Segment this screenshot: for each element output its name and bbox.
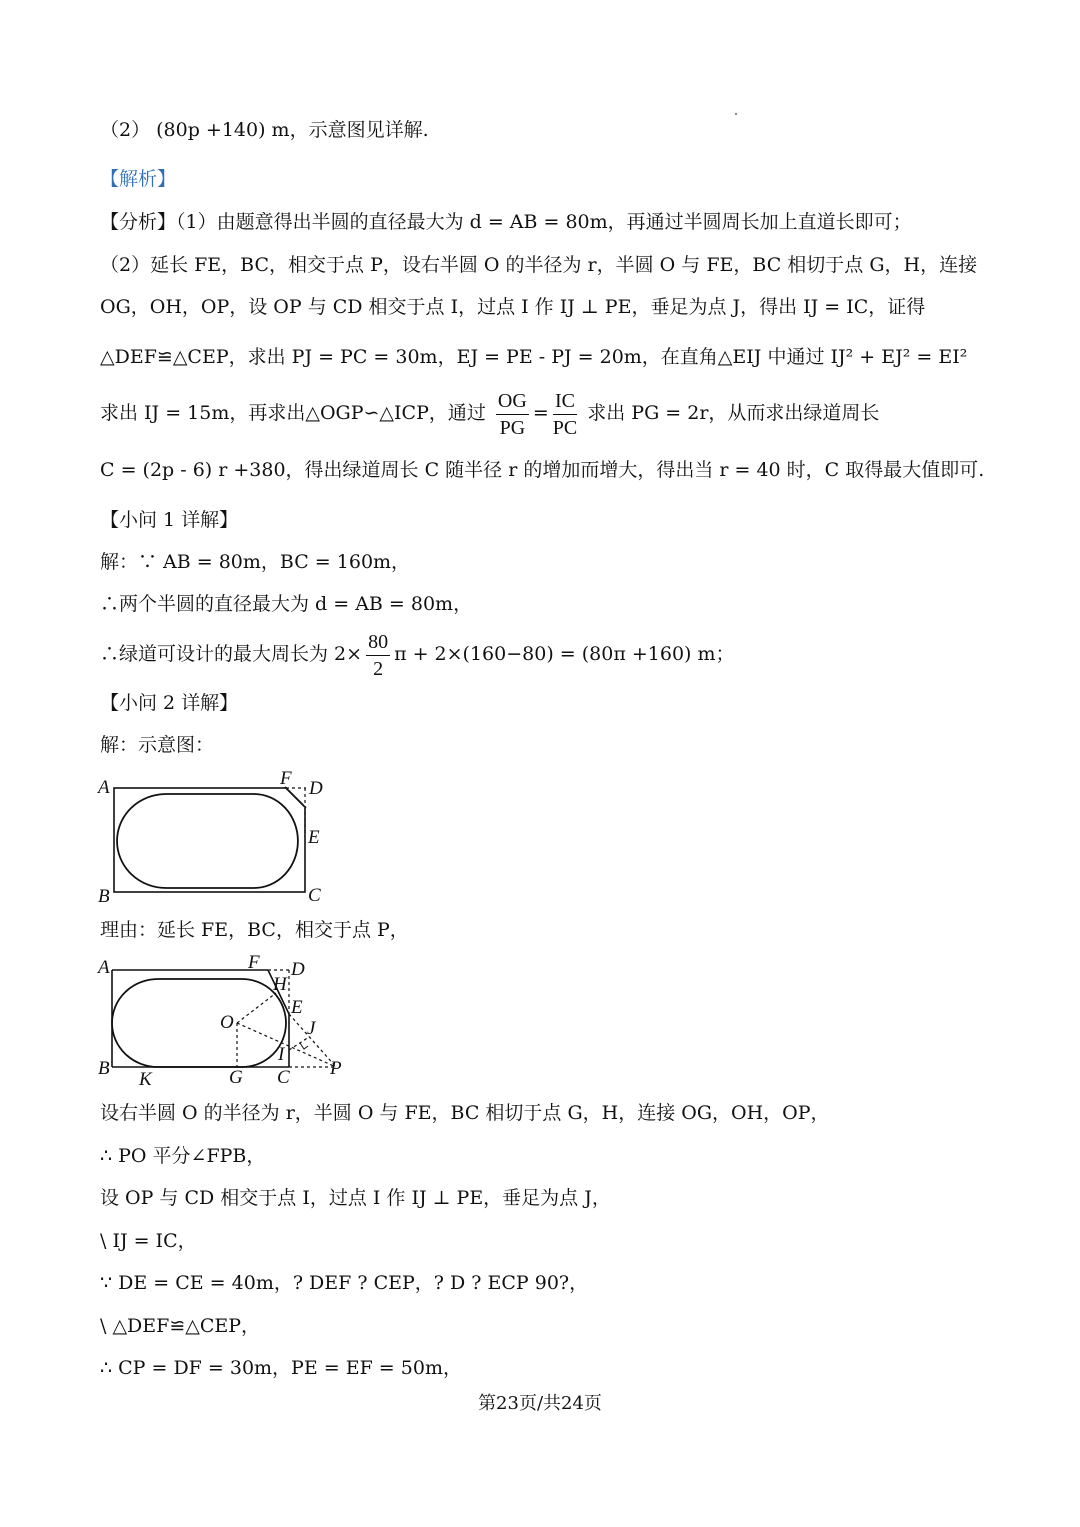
fraction-og-pg: $\frac{OG}{PG}$ xyxy=(497,389,527,439)
label2-E: E xyxy=(291,997,303,1018)
q1-line-2: ∴两个半圆的直径最大为 d = AB = 80m， xyxy=(100,593,473,615)
label2-D: D xyxy=(291,959,305,980)
label2-O: O xyxy=(220,1012,234,1033)
q2-line-7: ∵ DE = CE = 40m，? DEF ? CEP，? D ? ECP 90?， xyxy=(100,1272,589,1294)
label2-C: C xyxy=(277,1067,290,1088)
label2-P: P xyxy=(330,1058,342,1079)
label-F: F xyxy=(280,768,292,789)
answer-part-2: （2） (80p +140) m，示意图见详解. xyxy=(100,119,429,141)
analysis-line-2: （2）延长 FE，BC，相交于点 P，设右半圆 O 的半径为 r，半圆 O 与 FE，BC 相切于点 G，H，连接 xyxy=(100,254,978,276)
analysis-line-4: △DEF≌△CEP，求出 PJ = PC = 30m，EJ = PE - PJ = 20m，在直角△EIJ 中通过 IJ² + EJ² = EI² xyxy=(100,346,968,368)
q2-line-2: 理由：延长 FE，BC，相交于点 P， xyxy=(100,919,409,941)
q1-line-1: 解：∵ AB = 80m，BC = 160m， xyxy=(100,551,411,573)
q2-line-1: 解：示意图： xyxy=(100,734,215,756)
section-heading-q1: 【小问 1 详解】 xyxy=(100,509,239,531)
diagram-2 xyxy=(96,950,356,1090)
analysis-line-6: C = (2p - 6) r +380，得出绿道周长 C 随半径 r 的增加而增大，得出当 r = 40 时，C 取得最大值即可. xyxy=(100,459,985,481)
label2-I: I xyxy=(278,1044,285,1065)
label2-H: H xyxy=(273,974,287,995)
section-heading-analysis: 【解析】 xyxy=(100,168,177,190)
label-E: E xyxy=(308,827,320,848)
q2-line-6: \ IJ = IC， xyxy=(100,1230,197,1252)
label-B: B xyxy=(98,886,110,907)
label2-F: F xyxy=(248,952,260,973)
analysis-line-5: 求出 IJ = 15m，再求出△OGP∽△ICP，通过 $\frac{OG}{PG}$ = $\frac{IC}{PC}$ 求出 PG = 2r，从而求出绿道周长 xyxy=(100,389,880,439)
q2-line-8: \ △DEF≌△CEP， xyxy=(100,1315,261,1337)
q2-line-5: 设 OP 与 CD 相交于点 I，过点 I 作 IJ ⊥ PE，垂足为点 J， xyxy=(100,1187,611,1209)
stray-dot xyxy=(735,113,737,115)
fraction-80-2: $\frac{80}{2}$ xyxy=(368,630,389,680)
label2-B: B xyxy=(98,1058,110,1079)
q2-line-9: ∴ CP = DF = 30m，PE = EF = 50m， xyxy=(100,1357,462,1379)
label2-G: G xyxy=(229,1067,243,1088)
diagram-1 xyxy=(96,765,346,910)
analysis-line-3: OG，OH，OP，设 OP 与 CD 相交于点 I，过点 I 作 IJ ⊥ PE，垂足为点 J，得出 IJ = IC，证得 xyxy=(100,296,926,318)
q1-line-3: ∴绿道可设计的最大周长为 2× $\frac{80}{2}$ π + 2×(160−80) = (80π +160) m； xyxy=(100,630,735,680)
label-D: D xyxy=(309,778,323,799)
label-A: A xyxy=(98,777,110,798)
label-C: C xyxy=(308,885,321,906)
section-heading-q2: 【小问 2 详解】 xyxy=(100,692,239,714)
label2-J: J xyxy=(307,1018,316,1039)
q2-line-4: ∴ PO 平分∠FPB， xyxy=(100,1145,266,1167)
analysis-line-1: 【分析】（1）由题意得出半圆的直径最大为 d = AB = 80m，再通过半圆周长加上直道长即可； xyxy=(100,211,912,233)
page-footer: 第23页/共24页 xyxy=(478,1393,602,1414)
label2-A: A xyxy=(98,957,110,978)
q2-line-3: 设右半圆 O 的半径为 r，半圆 O 与 FE，BC 相切于点 G，H，连接 OG，OH，OP， xyxy=(100,1102,830,1124)
label2-K: K xyxy=(139,1069,152,1090)
fraction-ic-pc: $\frac{IC}{PC}$ xyxy=(552,389,578,439)
